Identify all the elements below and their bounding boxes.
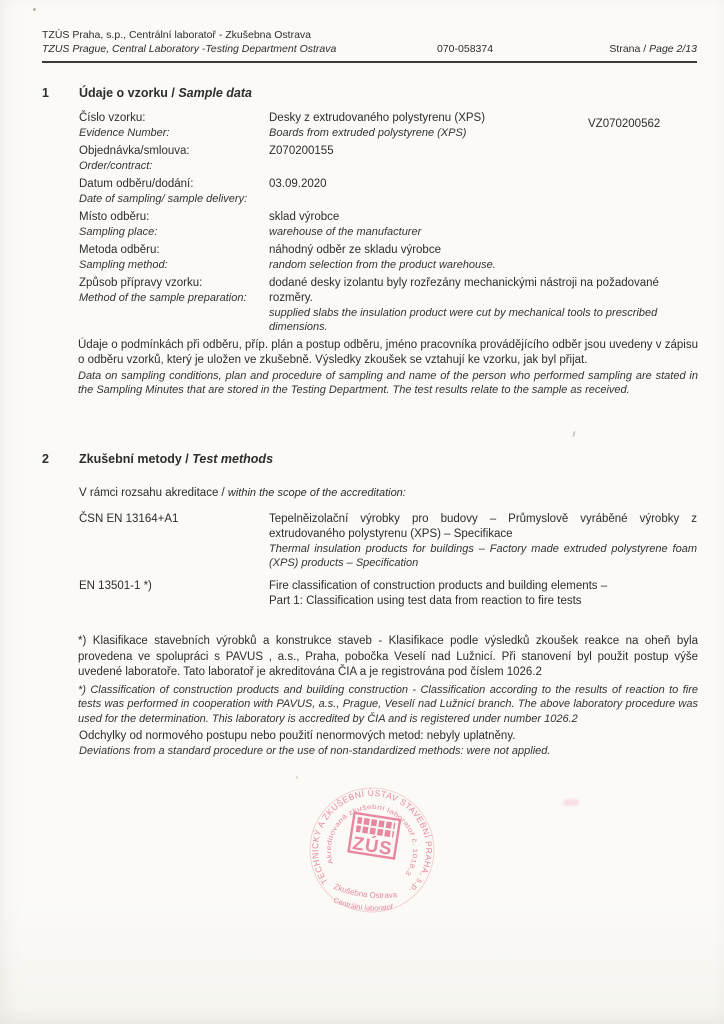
page-indicator: [609, 42, 697, 56]
stamp-branch-text: Zkušebna Ostrava: [332, 881, 398, 901]
field-label: [79, 177, 269, 206]
field-value: [269, 144, 697, 173]
sample-data-row: [79, 243, 697, 272]
accreditation-scope-en: within the scope of the accreditation:: [227, 487, 406, 499]
standard-code: ČSN EN 13164+A1: [79, 513, 179, 525]
field-value-cz: náhodný odběr ze skladu výrobce: [269, 244, 441, 256]
stamp-inner-text: Akreditovaná zkušební laboratoř č. 1018.3: [325, 803, 419, 876]
org-name-cz: TZÚS Praha, s.p., Centrální laboratoř - Zkušebna Ostrava: [42, 29, 312, 41]
field-label-cz: Způsob přípravy vzorku:: [79, 277, 203, 289]
deviations-cz: Odchylky od normového postupu nebo použití nenormových metod: nebyly uplatněny.: [79, 730, 516, 742]
sampling-note-cz: Údaje o podmínkách při odběru, příp. plán a postup odběru, jméno pracovníka provádějícího odběr jsou uvedeny v zápisu o odběru vzorků, který je uložen ve zkušebně. Výsledky zkoušek se vztahují ke vzorku, jak byl přijat.: [78, 339, 698, 366]
accreditation-scope-cz: V rámci rozsahu akreditace /: [79, 487, 228, 499]
page-indicator-en: Page 2/13: [649, 43, 697, 55]
footnote-cz: *) Klasifikace stavebních výrobků a konstrukce staveb - Klasifikace podle výsledků zkoušek reakce na oheň byla provedena ve spolupráci s PAVUS , a.s., Praha, pobočka Veselí nad Lužnicí. Při stanovení byl použit postup výše uvedené laboratoře. Tato laboratoř je akreditována ČIA a je registrována pod číslem 1026.2: [78, 635, 698, 678]
field-value-en: supplied slabs the insulation product were cut by mechanical tools to prescribed dimensions.: [269, 307, 658, 333]
standard-title: [269, 579, 697, 609]
accreditation-scope: [79, 487, 406, 499]
sampling-note: [78, 338, 698, 397]
field-label: [79, 144, 269, 173]
field-label-en: Method of the sample preparation:: [79, 292, 247, 304]
standard-title-line1: Fire classification of construction products and building elements –: [269, 580, 608, 592]
field-value: [269, 210, 697, 239]
section-1-heading: [42, 86, 252, 100]
page-indicator-cz: Strana /: [609, 43, 650, 55]
field-value-en: warehouse of the manufacturer: [269, 226, 422, 238]
field-label-cz: Místo odběru:: [79, 211, 150, 223]
deviations-en: Deviations from a standard procedure or the use of non-standardized methods: were not applied.: [79, 745, 551, 757]
field-label-en: Date of sampling/ sample delivery:: [79, 193, 248, 205]
sample-data-row: [79, 177, 697, 206]
test-methods-table: [79, 512, 697, 613]
field-value-cz: Z070200155: [269, 145, 334, 157]
field-label-cz: Objednávka/smlouva:: [79, 145, 190, 157]
section-1-title-en: Sample data: [178, 86, 252, 100]
document-number: 070-058374: [437, 43, 494, 55]
standard-title: [269, 512, 697, 570]
field-value: [269, 276, 697, 334]
field-label: [79, 111, 269, 140]
scan-speck: [296, 776, 298, 779]
field-label: [79, 276, 269, 334]
field-value-cz: 03.09.2020: [269, 178, 327, 190]
sampling-note-en: Data on sampling conditions, plan and procedure of sampling and name of the person who performed sampling are stated in the Sampling Minutes that are stored in the Testing Department. The test results relate to the sample as received.: [78, 370, 698, 396]
section-2-heading: [42, 452, 273, 466]
org-name-en: TZUS Prague, Central Laboratory -Testing Department Ostrava: [42, 43, 337, 55]
field-value-en: Boards from extruded polystyrene (XPS): [269, 127, 467, 139]
evidence-number: VZ070200562: [588, 118, 661, 130]
section-1-number: 1: [42, 86, 49, 100]
report-header: [42, 28, 697, 63]
section-2-title-en: Test methods: [192, 452, 274, 466]
field-label-en: Evidence Number:: [79, 127, 170, 139]
standard-code: EN 13501-1 *): [79, 580, 152, 592]
section-2-title-cz: Zkušební metody /: [79, 452, 193, 466]
standard-title-en: Thermal insulation products for buildings – Factory made extruded polystyrene foam (XPS) products – Specification: [269, 543, 697, 569]
sample-data-row: [79, 210, 697, 239]
sample-data-row: [79, 276, 697, 334]
stamp-lab-text: Centrální laboratoř: [332, 895, 394, 913]
standard-title-cz: Tepelněizolační výrobky pro budovy – Průmyslově vyráběné výrobky z extrudovaného polystyrenu (XPS) – Specifikace: [269, 513, 697, 540]
field-value: [269, 177, 697, 206]
deviations-statement: [79, 729, 699, 758]
test-method-row: [79, 579, 697, 609]
footnote-en: *) Classification of construction products and building construction - Classification according to the results of reaction to fire tests was performed in cooperation with PAVUS, a.s., Prague, Veselí nad Lužnicí branch. The above laboratory procedure was used for the determination. This laboratory is accredited by ČIA and is registered under number 1026.2: [78, 683, 698, 725]
field-label-en: Sampling method:: [79, 259, 168, 271]
field-label: [79, 210, 269, 239]
stamp-logo: ZÚS: [351, 832, 395, 860]
field-value: [269, 243, 697, 272]
sample-data-row: [79, 144, 697, 173]
field-label-en: Sampling place:: [79, 226, 158, 238]
scan-speck: [572, 431, 575, 437]
field-value-cz: dodané desky izolantu byly rozřezány mechanickými nástroji na požadované rozměry.: [269, 277, 659, 304]
test-method-row: [79, 512, 697, 570]
field-value-cz: Desky z extrudovaného polystyrenu (XPS): [269, 112, 486, 124]
scan-speck-pink: [563, 799, 579, 806]
field-label-cz: Číslo vzorku:: [79, 112, 146, 124]
field-label: [79, 243, 269, 272]
standard-title-line2: Part 1: Classification using test data from reaction to fire tests: [269, 595, 582, 607]
field-label-cz: Metoda odběru:: [79, 244, 160, 256]
stamp-outer-text: TECHNICKÝ A ZKUŠEBNÍ ÚSTAV STAVEBNÍ PRAHA, s.p.: [309, 787, 435, 896]
classification-footnote: [78, 634, 698, 726]
field-value-cz: sklad výrobce: [269, 211, 340, 223]
official-stamp: [292, 770, 452, 930]
section-2-number: 2: [42, 452, 49, 466]
header-second-line: [42, 42, 697, 56]
scan-speck: [33, 8, 36, 11]
field-label-cz: Datum odběru/dodání:: [79, 178, 194, 190]
sample-data-table: [79, 111, 697, 338]
stamp-logo-box: [348, 813, 400, 860]
field-value-en: random selection from the product warehouse.: [269, 259, 496, 271]
section-1-title-cz: Údaje o vzorku /: [79, 86, 179, 100]
field-label-en: Order/contract:: [79, 160, 153, 172]
